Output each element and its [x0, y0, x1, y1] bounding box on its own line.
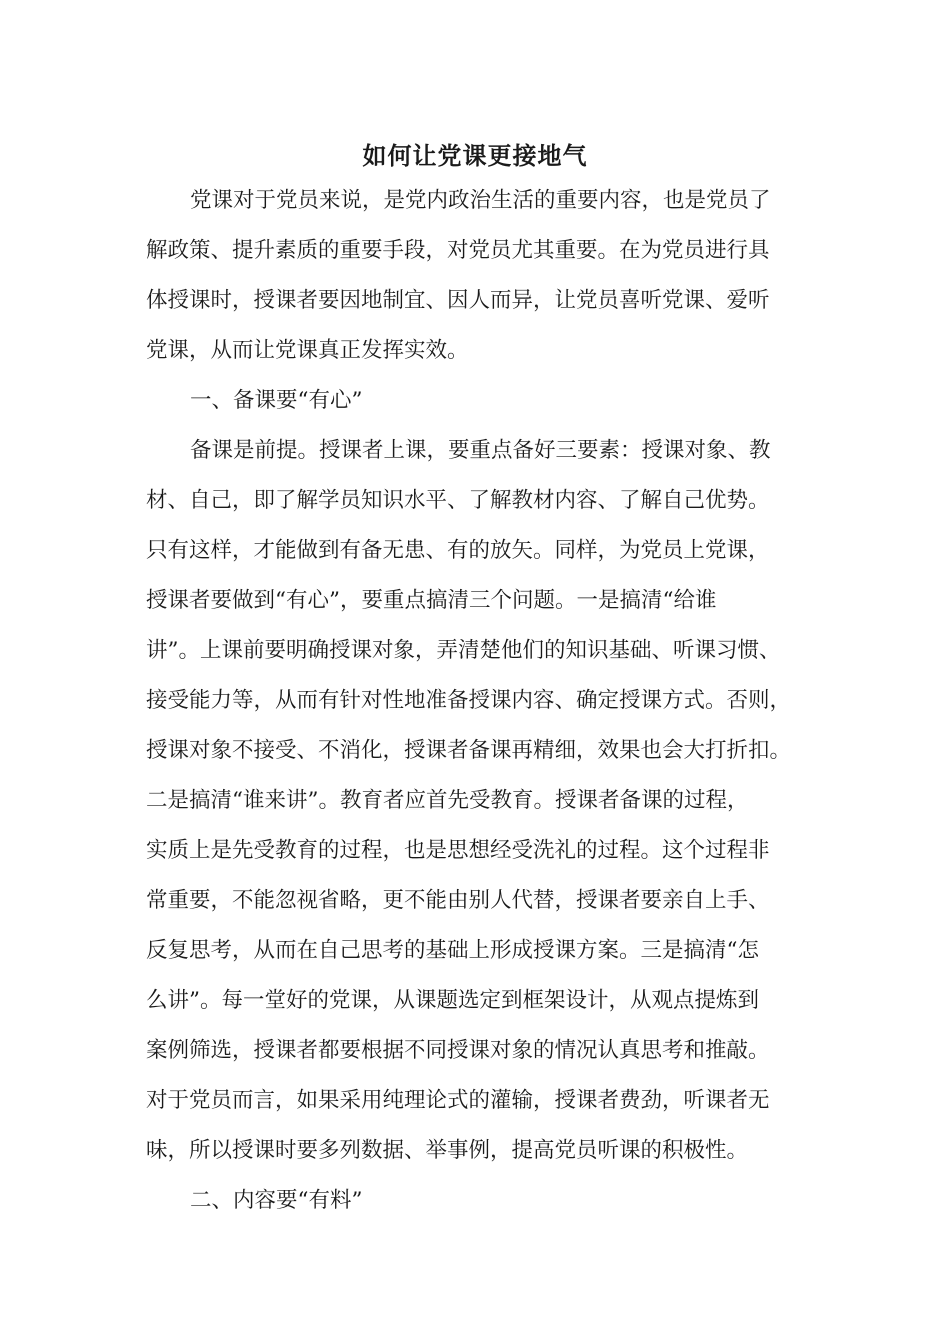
- paragraph-line: 授课者要做到“有心”，要重点搞清三个问题。一是搞清“给谁: [146, 588, 717, 613]
- paragraph-line: 党课对于党员来说，是党内政治生活的重要内容，也是党员了: [190, 188, 771, 213]
- paragraph-line: 常重要，不能忽视省略，更不能由别人代替，授课者要亲自上手、: [146, 888, 770, 913]
- paragraph-line: 讲”。上课前要明确授课对象，弄清楚他们的知识基础、听课习惯、: [146, 638, 781, 663]
- paragraph-line: 二是搞清“谁来讲”。教育者应首先受教育。授课者备课的过程，: [146, 788, 749, 813]
- paragraph-line: 反复思考，从而在自己思考的基础上形成授课方案。三是搞清“怎: [146, 938, 759, 963]
- paragraph-line: 只有这样，才能做到有备无患、有的放矢。同样，为党员上党课，: [146, 538, 770, 563]
- section-heading: 一、备课要“有心”: [190, 388, 363, 413]
- paragraph-line: 对于党员而言，如果采用纯理论式的灌输，授课者费劲，听课者无: [146, 1088, 770, 1113]
- paragraph-line: 授课对象不接受、不消化，授课者备课再精细，效果也会大打折扣。: [146, 738, 792, 763]
- paragraph-line: 党课，从而让党课真正发挥实效。: [146, 338, 469, 363]
- section-heading: 二、内容要“有料”: [190, 1188, 363, 1213]
- paragraph-line: 体授课时，授课者要因地制宜、因人而异，让党员喜听党课、爱听: [146, 288, 770, 313]
- paragraph-line: 接受能力等，从而有针对性地准备授课内容、确定授课方式。否则，: [146, 688, 792, 713]
- paragraph-line: 材、自己，即了解学员知识水平、了解教材内容、了解自己优势。: [146, 488, 770, 513]
- paragraph-line: 么讲”。每一堂好的党课，从课题选定到框架设计，从观点提炼到: [146, 988, 759, 1013]
- document-title: 如何让党课更接地气: [362, 141, 588, 170]
- paragraph-line: 案例筛选，授课者都要根据不同授课对象的情况认真思考和推敲。: [146, 1038, 770, 1063]
- paragraph-line: 备课是前提。授课者上课，要重点备好三要素：授课对象、教: [190, 438, 771, 463]
- paragraph-line: 实质上是先受教育的过程，也是思想经受洗礼的过程。这个过程非: [146, 838, 770, 863]
- paragraph-line: 解政策、提升素质的重要手段，对党员尤其重要。在为党员进行具: [146, 238, 770, 263]
- paragraph-line: 味，所以授课时要多列数据、举事例，提高党员听课的积极性。: [146, 1138, 749, 1163]
